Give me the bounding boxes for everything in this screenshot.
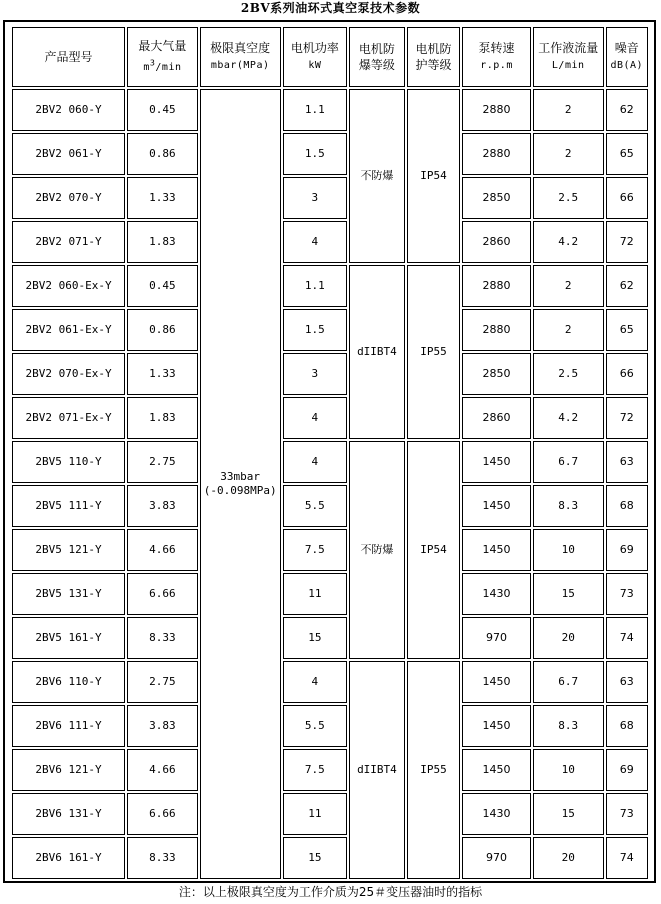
liquid-cell: 4.2 <box>533 397 604 439</box>
noise-cell: 73 <box>606 793 648 835</box>
flow-cell: 2.75 <box>127 661 198 703</box>
model-cell: 2BV2 071-Ex-Y <box>12 397 125 439</box>
vacuum-value-mbar: 33mbar <box>220 470 261 483</box>
speed-cell: 1450 <box>462 749 531 791</box>
power-cell: 7.5 <box>283 529 348 571</box>
explosion-grade-cell: dIIBT4 <box>349 265 405 439</box>
speed-cell: 1450 <box>462 485 531 527</box>
power-cell: 4 <box>283 441 348 483</box>
table-row <box>12 353 648 395</box>
protection-grade-cell: IP55 <box>407 661 461 879</box>
speed-cell: 1430 <box>462 573 531 615</box>
noise-cell: 62 <box>606 265 648 307</box>
header-explosion-label-2: 爆等级 <box>358 58 395 72</box>
model-cell: 2BV2 060-Ex-Y <box>12 265 125 307</box>
header-explosion <box>349 27 405 87</box>
noise-cell: 65 <box>606 309 648 351</box>
vacuum-cell <box>200 89 281 879</box>
power-cell: 15 <box>283 617 348 659</box>
speed-cell: 970 <box>462 837 531 879</box>
header-liquid <box>533 27 604 87</box>
liquid-cell: 2 <box>533 133 604 175</box>
liquid-cell: 2 <box>533 265 604 307</box>
noise-cell: 66 <box>606 353 648 395</box>
flow-cell: 1.83 <box>127 397 198 439</box>
flow-cell: 4.66 <box>127 529 198 571</box>
header-speed <box>462 27 531 87</box>
header-speed-unit: r.p.m <box>480 60 513 71</box>
table-row <box>12 177 648 219</box>
header-vacuum-unit: mbar(MPa) <box>210 60 270 71</box>
flow-cell: 1.33 <box>127 353 198 395</box>
power-cell: 4 <box>283 397 348 439</box>
noise-cell: 63 <box>606 661 648 703</box>
speed-cell: 1450 <box>462 441 531 483</box>
header-power-unit: kW <box>308 60 322 71</box>
speed-cell: 2850 <box>462 353 531 395</box>
header-power-label: 电机功率 <box>290 41 339 55</box>
noise-cell: 62 <box>606 89 648 131</box>
table-row <box>12 749 648 791</box>
header-flow-unit: $m^3/\min$ <box>143 57 182 73</box>
table-row <box>12 89 648 131</box>
model-cell: 2BV6 161-Y <box>12 837 125 879</box>
noise-cell: 68 <box>606 485 648 527</box>
header-explosion-label-1: 电机防 <box>358 42 395 56</box>
header-model <box>12 27 125 87</box>
power-cell: 11 <box>283 573 348 615</box>
model-cell: 2BV2 070-Y <box>12 177 125 219</box>
liquid-cell: 15 <box>533 793 604 835</box>
model-cell: 2BV2 061-Ex-Y <box>12 309 125 351</box>
speed-cell: 1430 <box>462 793 531 835</box>
noise-cell: 69 <box>606 749 648 791</box>
speed-cell: 2860 <box>462 397 531 439</box>
header-flow-label: 最大气量 <box>138 39 187 54</box>
liquid-cell: 2.5 <box>533 177 604 219</box>
flow-cell: 6.66 <box>127 793 198 835</box>
liquid-cell: 6.7 <box>533 441 604 483</box>
table-row <box>12 397 648 439</box>
liquid-cell: 10 <box>533 749 604 791</box>
header-vacuum-label: 极限真空度 <box>210 41 271 55</box>
noise-cell: 72 <box>606 397 648 439</box>
header-speed-label: 泵转速 <box>478 41 515 55</box>
flow-cell: 4.66 <box>127 749 198 791</box>
explosion-grade-cell: 不防爆 <box>349 441 405 659</box>
protection-grade-cell: IP55 <box>407 265 461 439</box>
liquid-cell: 6.7 <box>533 661 604 703</box>
header-protection-label-1: 电机防 <box>415 42 452 56</box>
noise-cell: 65 <box>606 133 648 175</box>
model-cell: 2BV2 070-Ex-Y <box>12 353 125 395</box>
explosion-grade-cell: 不防爆 <box>349 89 405 263</box>
flow-cell: 0.86 <box>127 309 198 351</box>
model-cell: 2BV2 061-Y <box>12 133 125 175</box>
flow-cell: 3.83 <box>127 485 198 527</box>
table-row <box>12 309 648 351</box>
liquid-cell: 20 <box>533 837 604 879</box>
model-cell: 2BV2 071-Y <box>12 221 125 263</box>
power-cell: 1.1 <box>283 89 348 131</box>
model-cell: 2BV6 110-Y <box>12 661 125 703</box>
model-cell: 2BV5 111-Y <box>12 485 125 527</box>
liquid-cell: 20 <box>533 617 604 659</box>
power-cell: 11 <box>283 793 348 835</box>
speed-cell: 2880 <box>462 133 531 175</box>
header-protection-label-2: 护等级 <box>415 58 452 72</box>
flow-cell: 0.86 <box>127 133 198 175</box>
table-row <box>12 133 648 175</box>
flow-cell: 2.75 <box>127 441 198 483</box>
explosion-grade-cell: dIIBT4 <box>349 661 405 879</box>
header-power <box>283 27 348 87</box>
table-row <box>12 837 648 879</box>
header-flow <box>127 27 198 87</box>
header-liquid-unit: L/min <box>551 60 585 71</box>
speed-cell: 2880 <box>462 309 531 351</box>
page-title: 2BV系列油环式真空泵技术参数 <box>240 1 421 15</box>
speed-cell: 2880 <box>462 265 531 307</box>
flow-cell: 3.83 <box>127 705 198 747</box>
vacuum-value-mpa: (-0.098MPa) <box>203 484 277 497</box>
power-cell: 1.5 <box>283 309 348 351</box>
flow-cell: 6.66 <box>127 573 198 615</box>
power-cell: 4 <box>283 661 348 703</box>
header-row <box>12 27 648 87</box>
power-cell: 3 <box>283 353 348 395</box>
power-cell: 1.5 <box>283 133 348 175</box>
speed-cell: 1450 <box>462 705 531 747</box>
flow-cell: 8.33 <box>127 617 198 659</box>
liquid-cell: 8.3 <box>533 485 604 527</box>
power-cell: 5.5 <box>283 485 348 527</box>
liquid-cell: 2.5 <box>533 353 604 395</box>
header-model-label: 产品型号 <box>44 50 93 64</box>
model-cell: 2BV6 121-Y <box>12 749 125 791</box>
flow-cell: 8.33 <box>127 837 198 879</box>
table-row <box>12 573 648 615</box>
table-row <box>12 221 648 263</box>
liquid-cell: 8.3 <box>533 705 604 747</box>
header-protection <box>407 27 461 87</box>
flow-cell: 0.45 <box>127 265 198 307</box>
power-cell: 5.5 <box>283 705 348 747</box>
header-noise-label: 噪音 <box>614 41 639 55</box>
footnote: 注：以上极限真空度为工作介质为25＃变压器油时的指标 <box>178 885 483 899</box>
table-row <box>12 793 648 835</box>
noise-cell: 74 <box>606 837 648 879</box>
flow-cell: 1.83 <box>127 221 198 263</box>
model-cell: 2BV2 060-Y <box>12 89 125 131</box>
table-row <box>12 265 648 307</box>
table-row <box>12 705 648 747</box>
power-cell: 3 <box>283 177 348 219</box>
noise-cell: 63 <box>606 441 648 483</box>
noise-cell: 73 <box>606 573 648 615</box>
liquid-cell: 2 <box>533 309 604 351</box>
power-cell: 15 <box>283 837 348 879</box>
model-cell: 2BV5 131-Y <box>12 573 125 615</box>
table-row <box>12 617 648 659</box>
model-cell: 2BV6 111-Y <box>12 705 125 747</box>
power-cell: 1.1 <box>283 265 348 307</box>
liquid-cell: 2 <box>533 89 604 131</box>
speed-cell: 970 <box>462 617 531 659</box>
model-cell: 2BV6 131-Y <box>12 793 125 835</box>
header-liquid-label: 工作液流量 <box>538 41 599 55</box>
speed-cell: 1450 <box>462 529 531 571</box>
header-vacuum <box>200 27 281 87</box>
model-cell: 2BV5 110-Y <box>12 441 125 483</box>
liquid-cell: 4.2 <box>533 221 604 263</box>
noise-cell: 74 <box>606 617 648 659</box>
speed-cell: 1450 <box>462 661 531 703</box>
header-noise <box>606 27 648 87</box>
model-cell: 2BV5 161-Y <box>12 617 125 659</box>
flow-cell: 1.33 <box>127 177 198 219</box>
speed-cell: 2850 <box>462 177 531 219</box>
table-row <box>12 529 648 571</box>
power-cell: 4 <box>283 221 348 263</box>
noise-cell: 69 <box>606 529 648 571</box>
noise-cell: 66 <box>606 177 648 219</box>
liquid-cell: 10 <box>533 529 604 571</box>
noise-cell: 68 <box>606 705 648 747</box>
liquid-cell: 15 <box>533 573 604 615</box>
speed-cell: 2860 <box>462 221 531 263</box>
header-noise-unit: dB(A) <box>610 60 644 71</box>
flow-cell: 0.45 <box>127 89 198 131</box>
noise-cell: 72 <box>606 221 648 263</box>
table-row <box>12 441 648 483</box>
protection-grade-cell: IP54 <box>407 89 461 263</box>
table-row <box>12 661 648 703</box>
speed-cell: 2880 <box>462 89 531 131</box>
power-cell: 7.5 <box>283 749 348 791</box>
spec-table <box>10 25 650 881</box>
protection-grade-cell: IP54 <box>407 441 461 659</box>
model-cell: 2BV5 121-Y <box>12 529 125 571</box>
table-row <box>12 485 648 527</box>
